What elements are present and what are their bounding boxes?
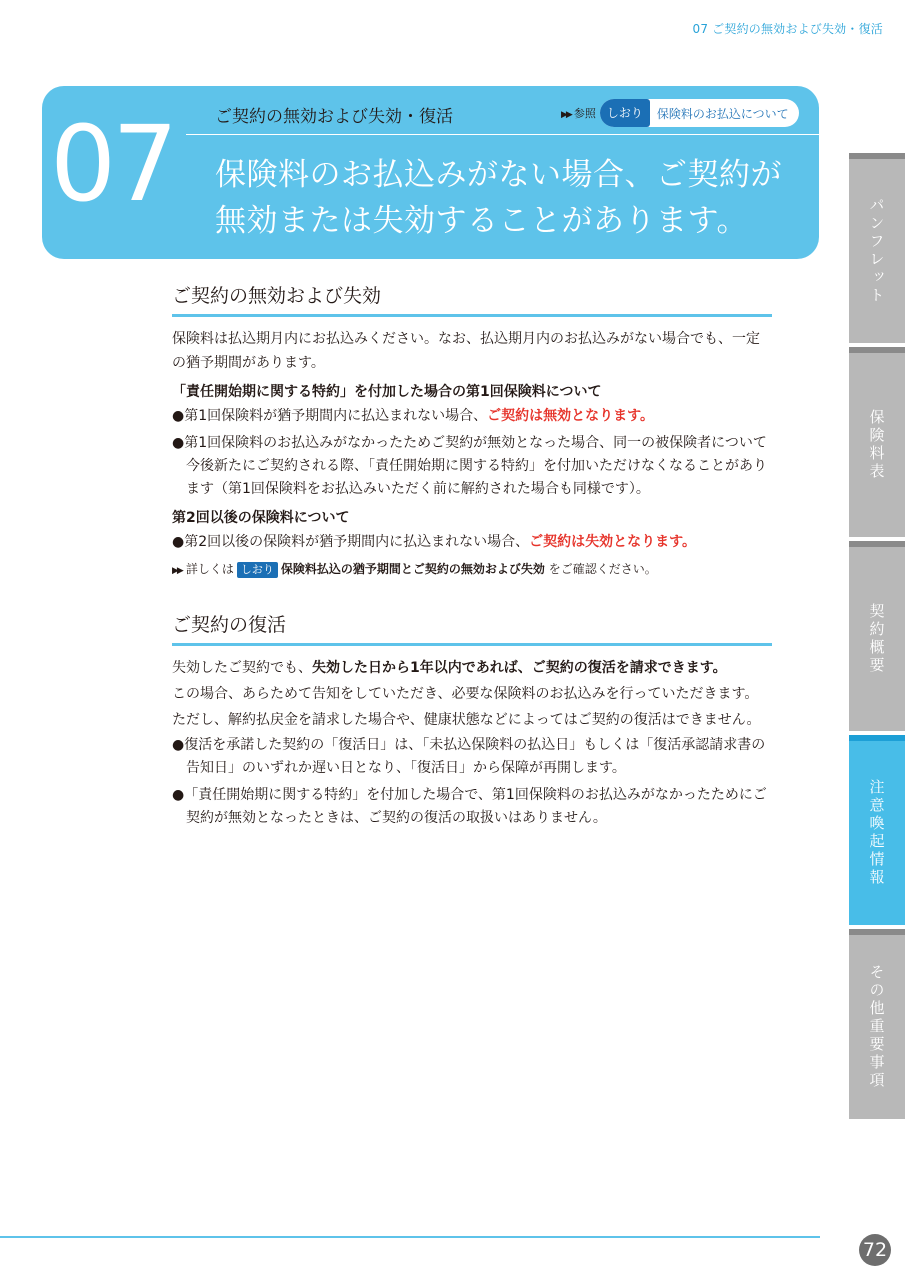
page-number: 72	[859, 1234, 891, 1266]
bullet-no-revival: ●「責任開始期に関する特約」を付加した場合で、第1回保険料のお払込みがなかったためにご契約が無効となったときは、ご契約の復活の取扱いはありません。	[172, 787, 767, 826]
shiori-tag: しおり	[600, 99, 650, 127]
banner-divider	[186, 134, 819, 135]
bullet-revival-date: ●復活を承諾した契約の「復活日」は、「未払込保険料の払込日」もしくは「復活承認請求書の告知日」のいずれか遅い日となり、「復活日」から保障が再開します。	[172, 737, 766, 776]
bullet-second-premium-lapse: ●第2回以後の保険料が猶予期間内に払込まれない場合、ご契約は失効となります。	[172, 534, 697, 550]
section1-intro: 保険料は払込期月内にお払込みください。なお、払込期月内のお払込みがない場合でも、一定の猶予期間があります。	[172, 331, 760, 371]
reference-pill[interactable]	[600, 99, 799, 127]
double-triangle-icon: ▶▶	[172, 566, 182, 576]
reference-text: 保険料のお払込について	[656, 106, 789, 121]
detail-reference[interactable]: ▶▶ 詳しくは しおり 保険料払込の猶予期間とご契約の無効および失効 をご確認ください。	[172, 562, 657, 576]
reference-label: ▶▶ 参照	[561, 107, 596, 120]
chapter-title: ご契約の無効および失効・復活	[215, 107, 453, 127]
tab-premium-table[interactable]: 保険料表	[849, 347, 905, 537]
chapter-number: 07	[50, 103, 175, 225]
headline-line-1: 保険料のお払込みがない場合、ご契約が	[215, 157, 782, 193]
section-heading-revival: ご契約の復活	[172, 610, 772, 646]
tab-contract-summary[interactable]: 契約概要	[849, 541, 905, 731]
headline-line-2: 無効または失効することがあります。	[215, 203, 749, 239]
section-revival	[172, 610, 772, 830]
tab-caution-info[interactable]: 注意喚起情報	[849, 735, 905, 925]
warning-invalid: ご契約は無効となります。	[487, 408, 655, 424]
reference-link[interactable]	[561, 99, 799, 127]
footer-rule	[0, 1236, 820, 1238]
banner-headline	[215, 152, 805, 244]
double-triangle-icon: ▶▶	[561, 110, 571, 120]
warning-lapse: ご契約は失効となります。	[529, 534, 697, 550]
shiori-tag: しおり	[237, 562, 278, 578]
sub-heading-second-premium: 第2回以後の保険料について	[172, 510, 350, 526]
sub-heading-first-premium: 「責任開始期に関する特約」を付加した場合の第1回保険料について	[172, 384, 602, 400]
tab-pamphlet[interactable]: パンフレット	[849, 153, 905, 343]
side-tabs	[849, 153, 905, 1123]
revival-line-2: この場合、あらためて告知をしていただき、必要な保険料のお払込みを行っていただきます。	[172, 686, 759, 702]
bullet-rider-restriction: ●第1回保険料のお払込みがなかったためご契約が無効となった場合、同一の被保険者について今後新たにご契約される際、「責任開始期に関する特約」を付加いただけなくなることがあります（第1回保険料をお払込みいただく前に解約された場合も同様です）。	[172, 435, 767, 497]
revival-line-3: ただし、解約払戻金を請求した場合や、健康状態などによってはご契約の復活はできません。	[172, 712, 761, 728]
tab-other-important[interactable]: その他重要事項	[849, 929, 905, 1119]
section-heading-invalidity: ご契約の無効および失効	[172, 281, 772, 317]
main-content	[172, 281, 772, 830]
bullet-first-premium-invalid: ●第1回保険料が猶予期間内に払込まれない場合、ご契約は無効となります。	[172, 408, 655, 424]
running-head: 07 ご契約の無効および失効・復活	[692, 22, 883, 36]
revival-line-1: 失効したご契約でも、失効した日から1年以内であれば、ご契約の復活を請求できます。	[172, 660, 727, 676]
